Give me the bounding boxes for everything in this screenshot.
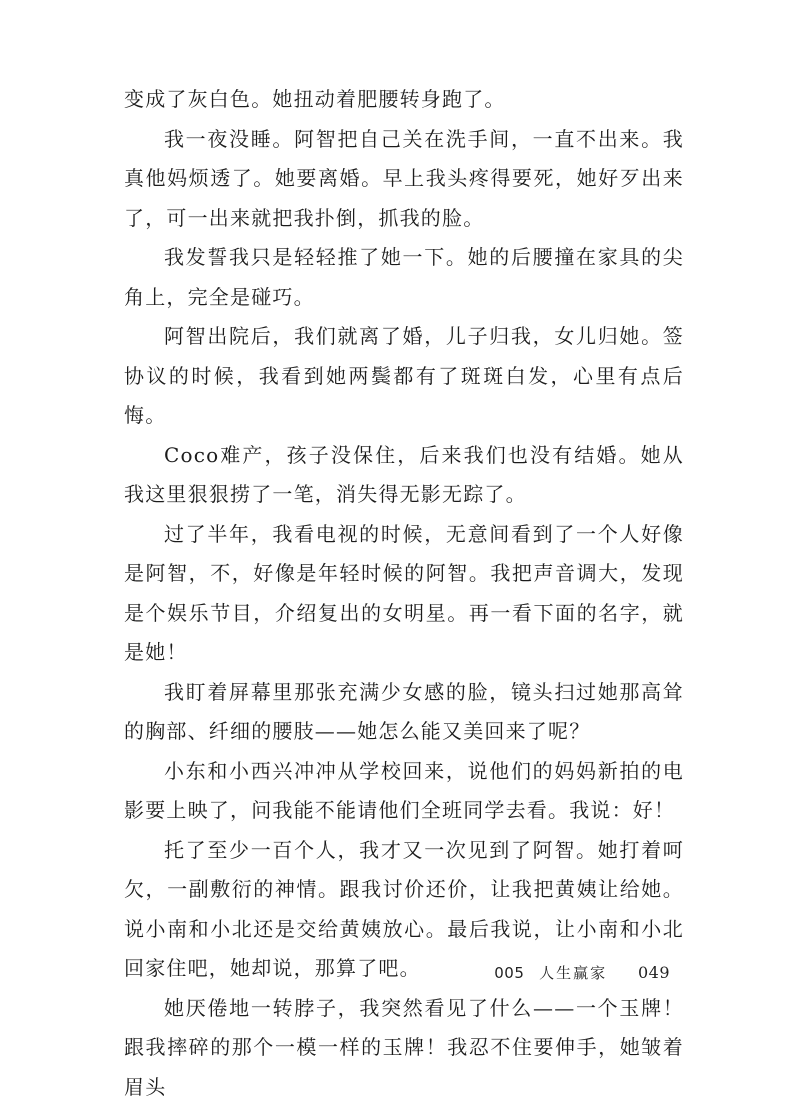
paragraph: 我一夜没睡。阿智把自己关在洗手间，一直不出来。我真他妈烦透了。她要离婚。早上我头疼得要死，她好歹出来了，可一出来就把我扑倒，抓我的脸。 [124,120,684,239]
paragraph: 小东和小西兴冲冲从学校回来，说他们的妈妈新拍的电影要上映了，问我能不能请他们全班同学去看。我说：好！ [124,752,684,831]
paragraph-continuation: 变成了灰白色。她扭动着肥腰转身跑了。 [124,80,684,120]
chapter-title: 人生赢家 [539,962,607,983]
paragraph: 我发誓我只是轻轻推了她一下。她的后腰撞在家具的尖角上，完全是碰巧。 [124,238,684,317]
paragraph: 过了半年，我看电视的时候，无意间看到了一个人好像是阿智，不，好像是年轻时候的阿智。我把声音调大，发现是个娱乐节目，介绍复出的女明星。再一看下面的名字，就是她！ [124,515,684,673]
paragraph: 托了至少一百个人，我才又一次见到了阿智。她打着呵欠，一副敷衍的神情。跟我讨价还价，让我把黄姨让给她。说小南和小北还是交给黄姨放心。最后我说，让小南和小北回家住吧，她却说，那算了吧。 [124,831,684,989]
chapter-number: 005 [494,964,524,982]
paragraph: Coco难产，孩子没保住，后来我们也没有结婚。她从我这里狠狠捞了一笔，消失得无影无踪了。 [124,436,684,515]
story-text [124,80,684,1107]
page-number: 049 [638,963,670,982]
page-footer [0,962,670,983]
paragraph: 阿智出院后，我们就离了婚，儿子归我，女儿归她。签协议的时候，我看到她两鬓都有了斑斑白发，心里有点后悔。 [124,317,684,436]
paragraph: 我盯着屏幕里那张充满少女感的脸，镜头扫过她那高耸的胸部、纤细的腰肢——她怎么能又美回来了呢？ [124,673,684,752]
paragraph: 她厌倦地一转脖子，我突然看见了什么——一个玉牌！跟我摔碎的那个一模一样的玉牌！我忍不住要伸手，她皱着眉头 [124,989,684,1107]
